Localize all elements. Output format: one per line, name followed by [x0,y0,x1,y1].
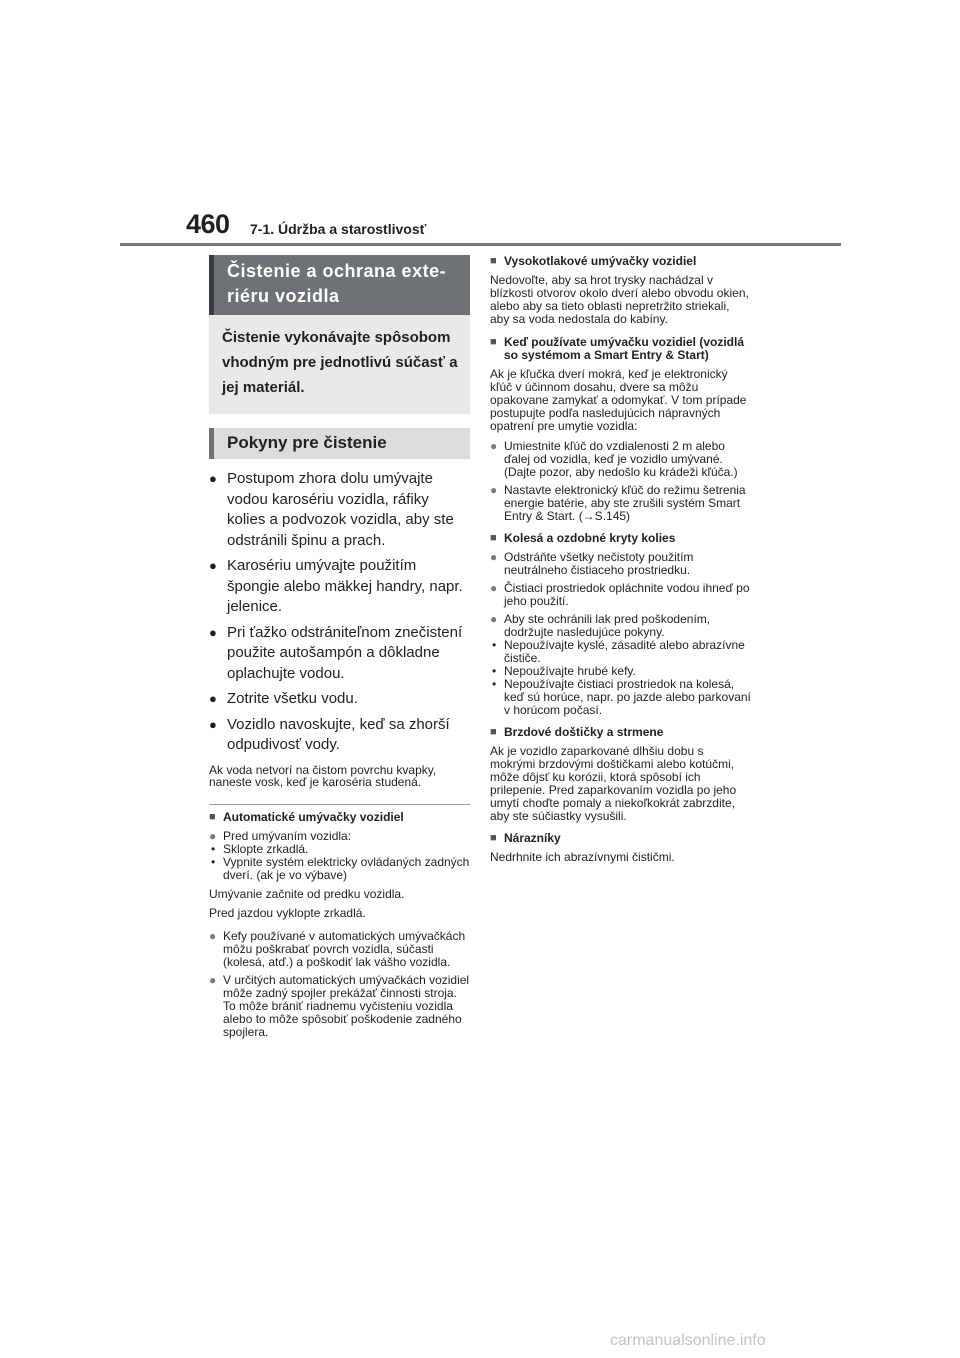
square-icon: ■ [490,255,497,267]
list-item [209,623,470,685]
heading-text: Kolesá a ozdobné kryty kolies [504,531,676,545]
sub-item-text: Vypnite systém elektricky ovládaných zadných dverí. (ak je vo výbave) [223,855,470,883]
section-intro: Čistenie vykonávajte spôsobom vhodným pre jednotlivú súčasť a jej materiál. [209,315,470,414]
sub-bullet-icon: • [211,842,216,857]
list-item [209,469,470,551]
sub-bullet-icon: • [211,855,216,870]
section-heading: Čistenie a ochrana exteriéru vozidla [209,255,470,315]
bullet-icon: ● [209,471,217,486]
list-item-text: Zotrite všetku vodu. [227,690,358,707]
info-text: Kefy používané v automatických umývačkách môžu poškrabať povrch vozidla, súčasti (kolesá, atď.) a poškodiť lak vášho vozidla. [223,929,466,970]
bullet-icon: ● [209,691,217,706]
info-text: Odstráňte všetky nečistoty použitím neutrálneho čistiaceho prostriedku. [504,550,694,577]
dot-icon: ● [490,581,498,595]
heading-text: Nárazníky [504,831,561,845]
right-column [490,255,752,870]
paragraph: Nedovoľte, aby sa hrot trysky nachádzal v blízkosti otvorov okolo dverí alebo obvodu okien, alebo aby sa tieto oblasti nepretržito striekali, aby sa voda nedostala do kabíny. [490,273,749,326]
paragraph: Ak je kľučka dverí mokrá, keď je elektronický kľúč v účinnom dosahu, dvere sa môžu opakovane zamykať a odomykať. V tom prípade postupujte podľa nasledujúcich nápravných opatrení pre umytie vozidla: [490,367,747,433]
list-item-text: Pri ťažko odstrániteľnom znečistení použite autošampón a dôkladne oplachujte vodou. [227,623,463,682]
info-item [209,930,470,969]
info-text: Čistiaci prostriedok opláchnite vodou ihneď po jeho použití. [504,581,750,608]
auto-wash-heading [209,811,470,824]
square-icon: ■ [490,726,497,738]
sub-item-text: Nepoužívajte čistiaci prostriedok na kolesá, keď sú horúce, napr. po jazde alebo parkovaní v horúcom počasí. [504,677,751,717]
square-icon: ■ [490,336,497,348]
bumpers-heading [490,832,752,845]
info-item [490,551,752,577]
paragraph: Nedrhnite ich abrazívnymi čističmi. [490,850,675,864]
list-item [209,715,470,756]
sub-item-text: Nepoužívajte kyslé, zásadité alebo abrazívne čističe. [504,638,745,665]
info-item [490,440,752,479]
cleaning-steps-list [209,469,470,756]
high-pressure-heading [490,255,752,268]
subsection-heading: Pokyny pre čistenie [209,428,470,459]
info-text: Umiestnite kľúč do vzdialenosti 2 m alebo ďalej od vozidla, keď je vozidlo umývané. (Dajte pozor, aby nedošlo ku krádeži kľúča.) [504,439,738,479]
dot-icon: ● [490,439,498,453]
brakes-heading [490,726,752,739]
heading-text: Vysokotlakové umývačky vozidiel [504,254,697,268]
list-item-text: Postupom zhora dolu umývajte vodou karosériu vozidla, ráfiky kolies a podvozok vozidla, aby ste odstránili špinu a prach. [227,470,454,549]
list-item [209,689,470,710]
sub-item [209,856,470,882]
square-icon: ■ [490,832,497,844]
left-column [209,255,470,1044]
header-rule [120,243,841,246]
sub-item-text: Nepoužívajte hrubé kefy. [504,664,636,678]
info-text: Nastavte elektronický kľúč do režimu šetrenia energie batérie, aby ste zrušili systém Smart Entry & Start. (→S.145) [504,483,746,523]
dot-icon: ● [490,612,498,626]
wax-note: Ak voda netvorí na čistom povrchu kvapky, naneste vosk, keď je karoséria studená. [209,762,437,790]
section-title: 7-1. Údržba a starostlivosť [250,221,427,237]
smart-key-heading [490,336,752,362]
divider [209,804,470,805]
sub-item [490,678,752,717]
info-item [490,484,752,523]
info-text: V určitých automatických umývačkách vozidiel môže zadný spojler prekážať činnosti stroja. To môže brániť riadnemu vyčisteniu vozidla alebo to môže spôsobiť poškodenie zadného spojlera. [223,973,470,1040]
bullet-icon: ● [209,558,217,573]
heading-text: Keď používate umývačku vozidiel (vozidlá so systémom a Smart Entry & Start) [504,335,745,362]
dot-icon: ● [490,550,498,564]
list-item-text: Karosériu umývajte použitím špongie alebo mäkkej handry, napr. jelenice. [227,557,463,615]
list-item [209,556,470,618]
heading-text: Automatické umývačky vozidiel [223,810,404,825]
dot-icon: ● [490,483,498,497]
square-icon: ■ [209,811,216,824]
list-item-text: Vozidlo navoskujte, keď sa zhorší odpudivosť vody. [227,715,450,753]
square-icon: ■ [490,532,497,544]
info-item [209,974,470,1039]
bullet-icon: ● [209,716,217,732]
sub-bullet-icon: • [492,677,497,691]
paragraph: Pred jazdou vyklopte zrkadlá. [209,906,366,921]
page-number: 460 [186,209,230,239]
info-item [490,582,752,608]
dot-icon: ● [209,829,217,844]
wheels-heading [490,532,752,545]
info-text: Aby ste ochránili lak pred poškodením, dodržujte nasledujúce pokyny. [504,612,711,639]
sub-bullet-icon: • [492,664,497,678]
sub-item [490,639,752,665]
info-item [490,613,752,639]
paragraph: Ak je vozidlo zaparkované dlhšiu dobu s mokrými brzdovými doštičkami alebo kotúčmi, môže dôjsť ku korózii, ktorá spôsobí ich prilepenie. Pred zaparkovaním vozidla po jeho umytí choďte pomaly a niekoľkokrát zabrzdite, aby ste súčiastky vysušili. [490,744,737,823]
heading-text: Brzdové doštičky a strmene [504,725,664,739]
paragraph: Umývanie začnite od predku vozidla. [209,887,405,902]
sub-item-text: Sklopte zrkadlá. [223,842,309,857]
dot-icon: ● [209,973,217,988]
info-text: Pred umývaním vozidla: [223,829,352,844]
bullet-icon: ● [209,624,217,640]
sub-bullet-icon: • [492,638,497,652]
watermark: carmanualsonline.info [610,1332,766,1349]
dot-icon: ● [209,929,217,944]
